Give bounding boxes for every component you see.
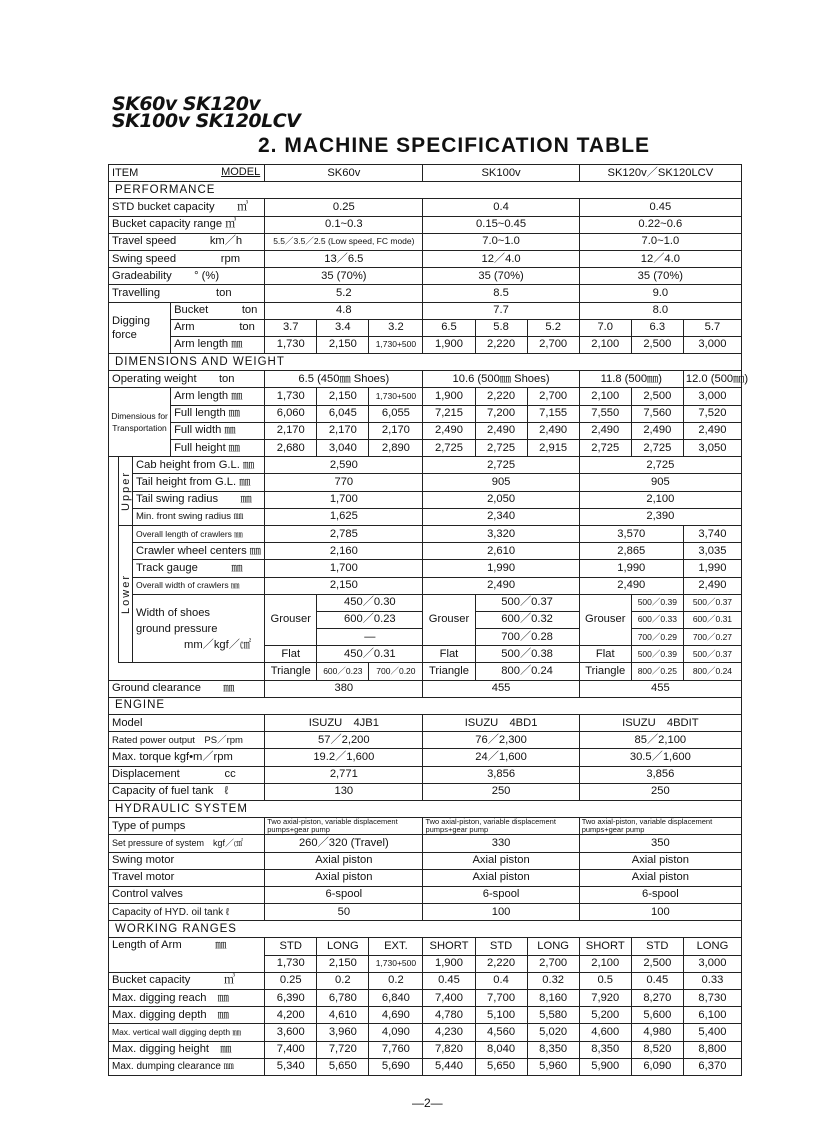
section-engine: ENGINE (109, 697, 742, 714)
row-swing-motor: Swing motor Axial piston Axial piston Axial piston (109, 852, 742, 869)
row-engine-model: Model ISUZU 4JB1 ISUZU 4BD1 ISUZU 4BDIT (109, 715, 742, 732)
row-control-valves: Control valves 6-spool 6-spool 6-spool (109, 886, 742, 903)
row-gradeability: Gradeability ° (%) 35 (70%) 35 (70%) 35 (70%) (109, 268, 742, 285)
upper-label: Upper (120, 471, 132, 512)
row-overall-length-crawlers: Lower Overall length of crawlers ㎜ 2,785 3,320 3,570 3,740 (109, 525, 742, 542)
section-working-ranges: WORKING RANGES (109, 921, 742, 938)
row-swing-speed: Swing speed rpm 13／6.5 12／4.0 12／4.0 (109, 250, 742, 267)
transport-label: Dimensious for Transportation (109, 388, 171, 457)
row-wr-bucket-capacity: Bucket capacity ㎥ 0.25 0.2 0.2 0.45 0.4 0.32 0.5 0.45 0.33 (109, 972, 742, 989)
row-shoes-triangle: Triangle 600／0.23 700／0.20 Triangle 800／0.24 Triangle 800／0.25 800／0.24 (109, 663, 742, 680)
row-transport-arm-length: Dimensious for Transportation Arm length ㎜ 1,730 2,150 1,730+500 1,900 2,220 2,700 2,100 2,500 3,000 (109, 388, 742, 405)
row-digging-arm: Arm ton 3.7 3.4 3.2 6.5 5.8 5.2 7.0 6.3 5.7 (109, 319, 742, 336)
row-travel-speed: Travel speed km／h 5.5／3.5／2.5 (Low speed, FC mode) 7.0~1.0 7.0~1.0 (109, 233, 742, 250)
section-dimensions: DIMENSIONS AND WEIGHT (109, 354, 742, 371)
row-min-front-swing: Min. front swing radius ㎜ 1,625 2,340 2,390 (109, 508, 742, 525)
row-shoes-3: — 700／0.28 700／0.29 700／0.27 (109, 629, 742, 646)
row-cab-height: Upper Cab height from G.L. ㎜ 2,590 2,725 2,725 (109, 457, 742, 474)
model-sk60: SK60v (265, 165, 423, 182)
item-model-header (109, 165, 265, 182)
row-digging-bucket: Digging force Bucket ton 4.8 7.7 8.0 (109, 302, 742, 319)
row-arm-types: Length of Arm ㎜ STD LONG EXT. SHORT STD LONG SHORT STD LONG (109, 938, 742, 955)
product-logo (112, 93, 301, 132)
row-crawler-wheel-centers: Crawler wheel centers ㎜ 2,160 2,610 2,865 3,035 (109, 543, 742, 560)
row-bucket-range: Bucket capacity range ㎥ 0.1~0.3 0.15~0.45 0.22~0.6 (109, 216, 742, 233)
row-arm-lengths: 1,730 2,150 1,730+500 1,900 2,220 2,700 2,100 2,500 3,000 (109, 955, 742, 972)
row-full-height: Full height ㎜ 2,680 3,040 2,890 2,725 2,725 2,915 2,725 2,725 3,050 (109, 440, 742, 457)
row-fuel-tank: Capacity of fuel tank ℓ 130 250 250 (109, 783, 742, 800)
row-travelling: Travelling ton 5.2 8.5 9.0 (109, 285, 742, 302)
row-tail-swing: Tail swing radius ㎜ 1,700 2,050 2,100 (109, 491, 742, 508)
row-full-width: Full width ㎜ 2,170 2,170 2,170 2,490 2,490 2,490 2,490 2,490 2,490 (109, 422, 742, 439)
logo-line-1: SK60v SK120v (112, 93, 261, 115)
row-max-depth: Max. digging depth ㎜ 4,200 4,610 4,690 4,780 5,100 5,580 5,200 5,600 6,100 (109, 1007, 742, 1024)
row-track-gauge: Track gauge ㎜ 1,700 1,990 1,990 1,990 (109, 560, 742, 577)
row-pump-type: Type of pumps Two axial-piston, variable displacement pumps+gear pump Two axial-piston, variable displacement pumps+gear pump Two axial-piston, variable displacement pumps+gear pump (109, 818, 742, 835)
header-row (109, 165, 742, 182)
section-hydraulic: HYDRAULIC SYSTEM (109, 800, 742, 817)
row-shoes-flat: Flat 450／0.31 Flat 500／0.38 Flat 500／0.39 500／0.37 (109, 646, 742, 663)
row-max-reach: Max. digging reach ㎜ 6,390 6,780 6,840 7,400 7,700 8,160 7,920 8,270 8,730 (109, 990, 742, 1007)
row-full-length: Full length ㎜ 6,060 6,045 6,055 7,215 7,200 7,155 7,550 7,560 7,520 (109, 405, 742, 422)
row-max-height: Max. digging height ㎜ 7,400 7,720 7,760 7,820 8,040 8,350 8,350 8,520 8,800 (109, 1041, 742, 1058)
row-max-dump: Max. dumping clearance ㎜ 5,340 5,650 5,690 5,440 5,650 5,960 5,900 6,090 6,370 (109, 1058, 742, 1075)
row-rated-power: Rated power output PS／rpm 57／2,200 76／2,300 85／2,100 (109, 732, 742, 749)
row-overall-width-crawlers: Overall width of crawlers ㎜ 2,150 2,490 2,490 2,490 (109, 577, 742, 594)
section-performance: PERFORMANCE (109, 182, 742, 199)
row-tail-height: Tail height from G.L. ㎜ 770 905 905 (109, 474, 742, 491)
model-sk100: SK100v (423, 165, 579, 182)
row-ground-clearance: Ground clearance ㎜ 380 455 455 (109, 680, 742, 697)
row-oil-tank: Capacity of HYD. oil tank ℓ 50 100 100 (109, 904, 742, 921)
row-digging-arm-length: Arm length ㎜ 1,730 2,150 1,730+500 1,900 2,220 2,700 2,100 2,500 3,000 (109, 336, 742, 353)
row-max-wall-depth: Max. vertical wall digging depth ㎜ 3,600 3,960 4,090 4,230 4,560 5,020 4,600 4,980 5,400 (109, 1024, 742, 1041)
row-travel-motor: Travel motor Axial piston Axial piston Axial piston (109, 869, 742, 886)
page-number: —2— (412, 1096, 443, 1110)
lower-label: Lower (120, 574, 132, 615)
shoes-label: Width of shoes ground pressure mm／kgf／㎠ (133, 594, 265, 663)
item-header: ITEM (112, 167, 139, 180)
row-std-bucket: STD bucket capacity ㎥ 0.25 0.4 0.45 (109, 199, 742, 216)
logo-line-2: SK100v SK120LCV (112, 110, 301, 132)
page-title: 2. MACHINE SPECIFICATION TABLE (258, 134, 651, 157)
row-max-torque: Max. torque kgf•m／rpm 19.2／1,600 24／1,600 30.5／1,600 (109, 749, 742, 766)
model-sk120: SK120v／SK120LCV (579, 165, 741, 182)
row-set-pressure: Set pressure of system kgf／㎠ 260／320 (Travel) 330 350 (109, 835, 742, 852)
spec-table (108, 164, 749, 1076)
row-operating-weight: Operating weight ton 6.5 (450㎜ Shoes) 10.6 (500㎜ Shoes) 11.8 (500㎜) 12.0 (500㎜) (109, 371, 742, 388)
digging-force-label: Digging force (109, 302, 171, 354)
model-header: MODEL (221, 166, 261, 178)
row-shoes-1: Width of shoes ground pressure mm／kgf／㎠ Grouser 450／0.30 Grouser 500／0.37 Grouser 500／0.39 500／0.37 (109, 594, 742, 611)
row-shoes-2: 600／0.23 600／0.32 600／0.33 600／0.31 (109, 611, 742, 628)
row-displacement: Displacement cc 2,771 3,856 3,856 (109, 766, 742, 783)
